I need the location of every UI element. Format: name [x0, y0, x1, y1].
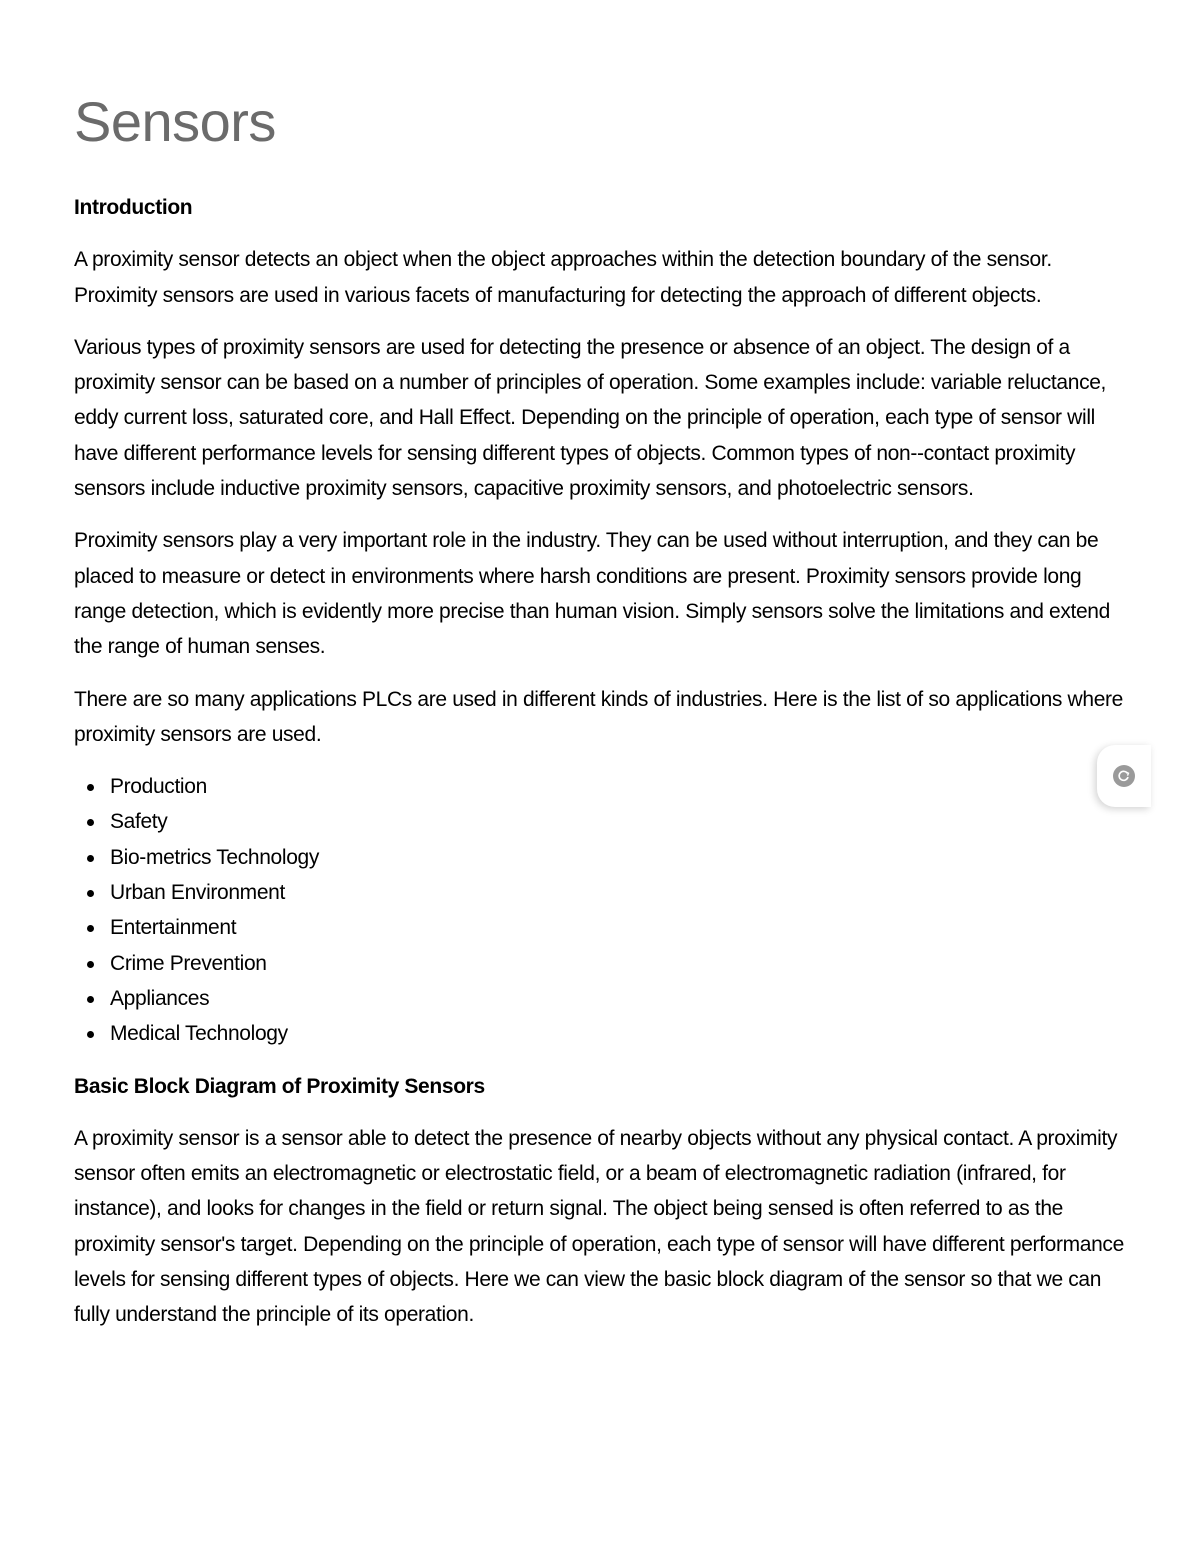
block-diagram-heading: Basic Block Diagram of Proximity Sensors — [74, 1074, 485, 1098]
list-item: Bio-metrics Technology — [110, 840, 1124, 875]
list-item: Production — [110, 769, 1124, 804]
page-title: Sensors — [74, 90, 276, 153]
applications-list — [74, 769, 1124, 1051]
list-item: Safety — [110, 804, 1124, 839]
list-item: Crime Prevention — [110, 946, 1124, 981]
list-item: Entertainment — [110, 910, 1124, 945]
document-body — [74, 190, 1124, 1350]
floating-side-button[interactable] — [1097, 745, 1151, 807]
list-item: Urban Environment — [110, 875, 1124, 910]
intro-heading: Introduction — [74, 196, 193, 219]
intro-paragraph-1: A proximity sensor detects an object when the object approaches within the detection boundary of the sensor. Proximity sensors are used in various facets of manufacturing for detecting the approach of different objects. — [74, 248, 1052, 307]
intro-paragraph-2: Various types of proximity sensors are used for detecting the presence or absence of an object. The design of a proximity sensor can be based on a number of principles of operation. Some examples include: variable reluctance, eddy current loss, saturated core, and Hall Effect. Depending on the principle of operation, each type of sensor will have different performance levels for sensing different types of objects. Common types of non--contact proximity sensors include inductive proximity sensors, capacitive proximity sensors, and photoelectric sensors. — [74, 335, 1107, 501]
intro-paragraph-4: There are so many applications PLCs are used in different kinds of industries. Here is the list of so applications where proximity sensors are used. — [74, 687, 1124, 746]
block-diagram-paragraph: A proximity sensor is a sensor able to detect the presence of nearby objects without any physical contact. A proximity sensor often emits an electromagnetic or electrostatic field, or a beam of electromagnetic radiation (infrared, for instance), and looks for changes in the field or return signal. The object being sensed is often referred to as the proximity sensor's target. Depending on the principle of operation, each type of sensor will have different performance levels for sensing different types of objects. Here we can view the basic block diagram of the sensor so that we can fully understand the principle of its operation. — [74, 1126, 1124, 1327]
intro-paragraph-3: Proximity sensors play a very important role in the industry. They can be used without interruption, and they can be placed to measure or detect in environments where harsh conditions are present. Proximity sensors provide long range detection, which is evidently more precise than human vision. Simply sensors solve the limitations and extend the range of human senses. — [74, 529, 1110, 659]
circle-arrow-icon — [1113, 765, 1135, 787]
list-item: Medical Technology — [110, 1016, 1124, 1051]
list-item: Appliances — [110, 981, 1124, 1016]
